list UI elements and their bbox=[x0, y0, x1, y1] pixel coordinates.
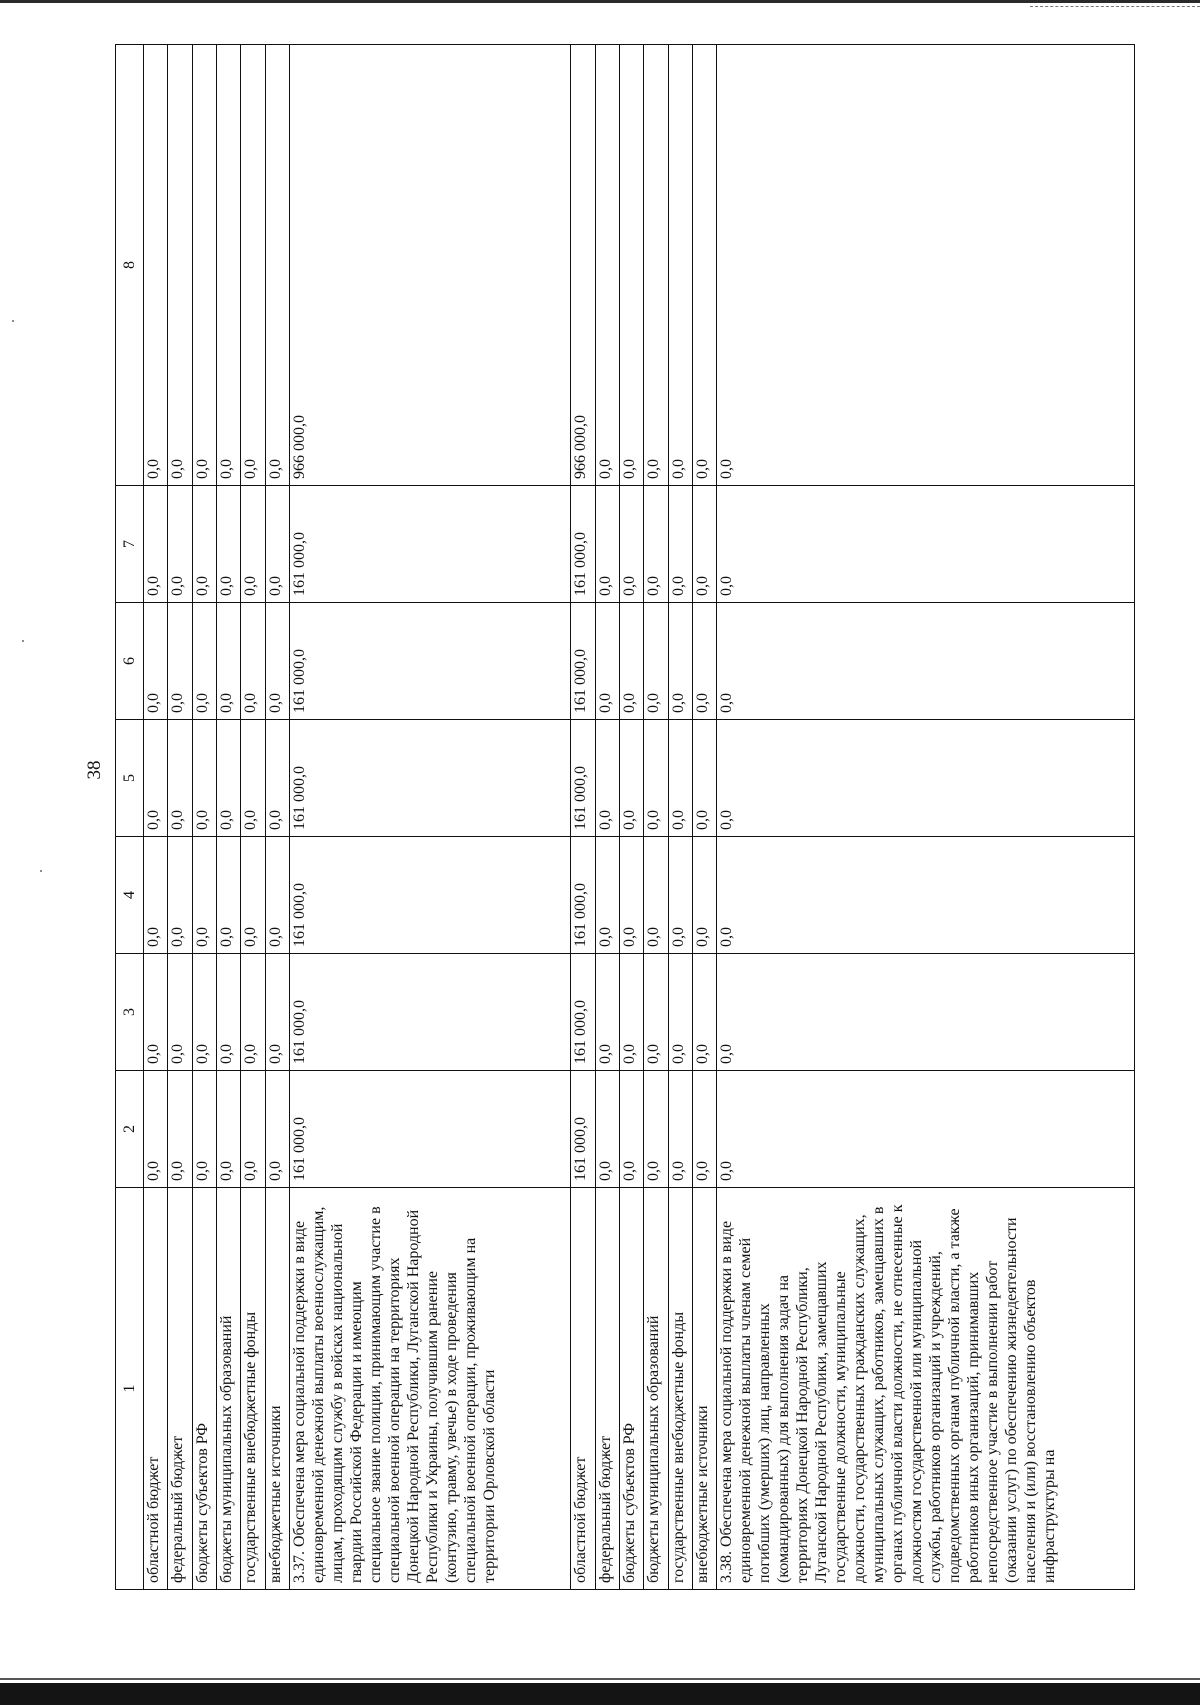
value-cell: 0,0 bbox=[619, 603, 643, 720]
value-cell: 0,0 bbox=[595, 837, 619, 954]
value-cell: 161 000,0 bbox=[290, 720, 571, 837]
scan-speck bbox=[12, 320, 14, 322]
source-label: бюджеты субъектов РФ bbox=[192, 1188, 216, 1590]
value-cell: 0,0 bbox=[241, 486, 265, 603]
value-cell: 0,0 bbox=[192, 720, 216, 837]
value-cell: 0,0 bbox=[241, 720, 265, 837]
header-row bbox=[116, 45, 144, 1590]
value-cell: 0,0 bbox=[144, 45, 168, 486]
page-number: 38 bbox=[84, 760, 105, 780]
value-cell: 0,0 bbox=[241, 45, 265, 486]
value-cell: 0,0 bbox=[717, 45, 1135, 486]
value-cell: 0,0 bbox=[619, 45, 643, 486]
value-cell: 0,0 bbox=[217, 720, 241, 837]
value-cell: 0,0 bbox=[693, 603, 717, 720]
value-cell: 0,0 bbox=[192, 837, 216, 954]
source-label: областной бюджет bbox=[571, 1188, 595, 1590]
value-cell: 0,0 bbox=[265, 1071, 289, 1188]
table-row bbox=[668, 45, 692, 1590]
rotated-page bbox=[80, 45, 1135, 1590]
value-cell: 0,0 bbox=[217, 1071, 241, 1188]
value-cell: 0,0 bbox=[668, 603, 692, 720]
table-row bbox=[644, 45, 668, 1590]
value-cell: 0,0 bbox=[217, 603, 241, 720]
value-cell: 0,0 bbox=[644, 720, 668, 837]
value-cell: 0,0 bbox=[144, 954, 168, 1071]
scan-artifact bbox=[1030, 6, 1200, 8]
source-label: областной бюджет bbox=[144, 1188, 168, 1590]
value-cell: 0,0 bbox=[644, 1071, 668, 1188]
value-cell: 0,0 bbox=[168, 1071, 192, 1188]
table-row bbox=[619, 45, 643, 1590]
value-cell: 0,0 bbox=[168, 486, 192, 603]
scan-speck bbox=[40, 870, 42, 872]
value-cell: 0,0 bbox=[693, 486, 717, 603]
value-cell: 0,0 bbox=[668, 954, 692, 1071]
table-body bbox=[116, 45, 1135, 1590]
value-cell: 0,0 bbox=[644, 45, 668, 486]
source-label: федеральный бюджет bbox=[168, 1188, 192, 1590]
value-cell: 0,0 bbox=[693, 720, 717, 837]
value-cell: 0,0 bbox=[144, 720, 168, 837]
value-cell: 0,0 bbox=[265, 954, 289, 1071]
value-cell: 0,0 bbox=[168, 45, 192, 486]
source-label: бюджеты субъектов РФ bbox=[619, 1188, 643, 1590]
source-label: государственные внебюджетные фонды bbox=[668, 1188, 692, 1590]
value-cell: 0,0 bbox=[217, 837, 241, 954]
value-cell: 0,0 bbox=[265, 45, 289, 486]
scan-edge-bottom bbox=[0, 1683, 1200, 1705]
value-cell: 0,0 bbox=[693, 45, 717, 486]
value-cell: 0,0 bbox=[693, 1071, 717, 1188]
source-label: бюджеты муниципальных образований bbox=[217, 1188, 241, 1590]
table-row bbox=[217, 45, 241, 1590]
value-cell: 161 000,0 bbox=[290, 1071, 571, 1188]
source-label: внебюджетные источники bbox=[265, 1188, 289, 1590]
value-cell: 0,0 bbox=[241, 1071, 265, 1188]
value-cell: 0,0 bbox=[168, 720, 192, 837]
value-cell: 0,0 bbox=[595, 486, 619, 603]
value-cell: 0,0 bbox=[717, 954, 1135, 1071]
table-row bbox=[241, 45, 265, 1590]
column-header-7: 7 bbox=[116, 486, 144, 603]
source-label: бюджеты муниципальных образований bbox=[644, 1188, 668, 1590]
value-cell: 0,0 bbox=[168, 603, 192, 720]
table-row bbox=[265, 45, 289, 1590]
value-cell: 0,0 bbox=[717, 720, 1135, 837]
value-cell: 0,0 bbox=[668, 720, 692, 837]
value-cell: 0,0 bbox=[717, 1071, 1135, 1188]
column-header-8: 8 bbox=[116, 45, 144, 486]
value-cell: 0,0 bbox=[717, 603, 1135, 720]
scan-edge-top bbox=[0, 0, 1200, 3]
value-cell: 0,0 bbox=[168, 837, 192, 954]
value-cell: 0,0 bbox=[693, 837, 717, 954]
value-cell: 0,0 bbox=[217, 45, 241, 486]
value-cell: 0,0 bbox=[192, 1071, 216, 1188]
scan-edge-line bbox=[0, 1678, 1200, 1680]
column-header-1: 1 bbox=[116, 1188, 144, 1590]
value-cell: 161 000,0 bbox=[571, 1071, 595, 1188]
value-cell: 0,0 bbox=[717, 486, 1135, 603]
value-cell: 0,0 bbox=[265, 486, 289, 603]
value-cell: 0,0 bbox=[265, 837, 289, 954]
value-cell: 0,0 bbox=[241, 837, 265, 954]
value-cell: 161 000,0 bbox=[571, 837, 595, 954]
value-cell: 0,0 bbox=[595, 45, 619, 486]
value-cell: 161 000,0 bbox=[571, 486, 595, 603]
value-cell: 161 000,0 bbox=[290, 837, 571, 954]
value-cell: 0,0 bbox=[619, 720, 643, 837]
value-cell: 0,0 bbox=[144, 1071, 168, 1188]
value-cell: 0,0 bbox=[619, 837, 643, 954]
value-cell: 161 000,0 bbox=[290, 603, 571, 720]
value-cell: 161 000,0 bbox=[290, 954, 571, 1071]
value-cell: 0,0 bbox=[668, 837, 692, 954]
value-cell: 0,0 bbox=[644, 837, 668, 954]
value-cell: 0,0 bbox=[717, 837, 1135, 954]
source-label: внебюджетные источники bbox=[693, 1188, 717, 1590]
table-row bbox=[571, 45, 595, 1590]
column-header-3: 3 bbox=[116, 954, 144, 1071]
column-header-5: 5 bbox=[116, 720, 144, 837]
source-label: федеральный бюджет bbox=[595, 1188, 619, 1590]
value-cell: 0,0 bbox=[644, 486, 668, 603]
column-header-2: 2 bbox=[116, 1071, 144, 1188]
value-cell: 0,0 bbox=[241, 603, 265, 720]
value-cell: 161 000,0 bbox=[290, 486, 571, 603]
value-cell: 0,0 bbox=[168, 954, 192, 1071]
value-cell: 161 000,0 bbox=[571, 603, 595, 720]
table-row bbox=[595, 45, 619, 1590]
source-label: государственные внебюджетные фонды bbox=[241, 1188, 265, 1590]
table-row bbox=[144, 45, 168, 1590]
value-cell: 0,0 bbox=[217, 486, 241, 603]
value-cell: 0,0 bbox=[144, 486, 168, 603]
value-cell: 0,0 bbox=[619, 954, 643, 1071]
value-cell: 0,0 bbox=[144, 837, 168, 954]
value-cell: 0,0 bbox=[668, 1071, 692, 1188]
scan-speck bbox=[22, 640, 24, 642]
value-cell: 0,0 bbox=[595, 954, 619, 1071]
value-cell: 0,0 bbox=[595, 1071, 619, 1188]
value-cell: 0,0 bbox=[192, 486, 216, 603]
value-cell: 966 000,0 bbox=[290, 45, 571, 486]
value-cell: 0,0 bbox=[265, 603, 289, 720]
value-cell: 0,0 bbox=[619, 486, 643, 603]
column-header-4: 4 bbox=[116, 837, 144, 954]
value-cell: 0,0 bbox=[144, 603, 168, 720]
value-cell: 161 000,0 bbox=[571, 954, 595, 1071]
value-cell: 966 000,0 bbox=[571, 45, 595, 486]
table-row bbox=[168, 45, 192, 1590]
value-cell: 0,0 bbox=[619, 1071, 643, 1188]
value-cell: 0,0 bbox=[595, 603, 619, 720]
value-cell: 0,0 bbox=[217, 954, 241, 1071]
value-cell: 0,0 bbox=[192, 954, 216, 1071]
value-cell: 0,0 bbox=[644, 954, 668, 1071]
value-cell: 161 000,0 bbox=[571, 720, 595, 837]
value-cell: 0,0 bbox=[241, 954, 265, 1071]
table-row bbox=[192, 45, 216, 1590]
value-cell: 0,0 bbox=[595, 720, 619, 837]
column-header-6: 6 bbox=[116, 603, 144, 720]
value-cell: 0,0 bbox=[668, 45, 692, 486]
measure-description: 3.38. Обеспечена мера социальной поддержки в виде единовременной денежной выплаты членам семей погибших (умерших) лиц, направленных (командированных) для выполнения задач на территориях Донецкой Народной Республики, Луганской Народной Республики, замещавших государственные должности, муниципальные должности, государственных гражданских служащих, муниципальных служащих, работников, замещавших в органах публичной власти должности, не отнесенные к должностям государственной или муниципальной службы, работников организаций и учреждений, подведомственных органам публичной власти, а также работников иных организаций, принимавших непосредственное участие в выполнении работ (оказании услуг) по обеспечению жизнедеятельности населения и (или) восстановлению объектов инфраструктуры на bbox=[717, 1188, 1135, 1590]
value-cell: 0,0 bbox=[693, 954, 717, 1071]
table-row bbox=[693, 45, 717, 1590]
budget-table bbox=[115, 44, 1135, 1590]
value-cell: 0,0 bbox=[192, 45, 216, 486]
measure-row bbox=[290, 45, 571, 1590]
value-cell: 0,0 bbox=[644, 603, 668, 720]
value-cell: 0,0 bbox=[265, 720, 289, 837]
measure-description: 3.37. Обеспечена мера социальной поддержки в виде единовременной денежной выплаты военнослужащим, лицам, проходящим службу в войсках национальной гвардии Российской Федерации и имеющим специальное звание полиции, принимающим участие в специальной военной операции на территориях Донецкой Народной Республики, Луганской Народной Республики и Украины, получившим ранение (контузию, травму, увечье) в ходе проведения специальной военной операции, проживающим на территории Орловской области bbox=[290, 1188, 571, 1590]
value-cell: 0,0 bbox=[668, 486, 692, 603]
value-cell: 0,0 bbox=[192, 603, 216, 720]
measure-row bbox=[717, 45, 1135, 1590]
